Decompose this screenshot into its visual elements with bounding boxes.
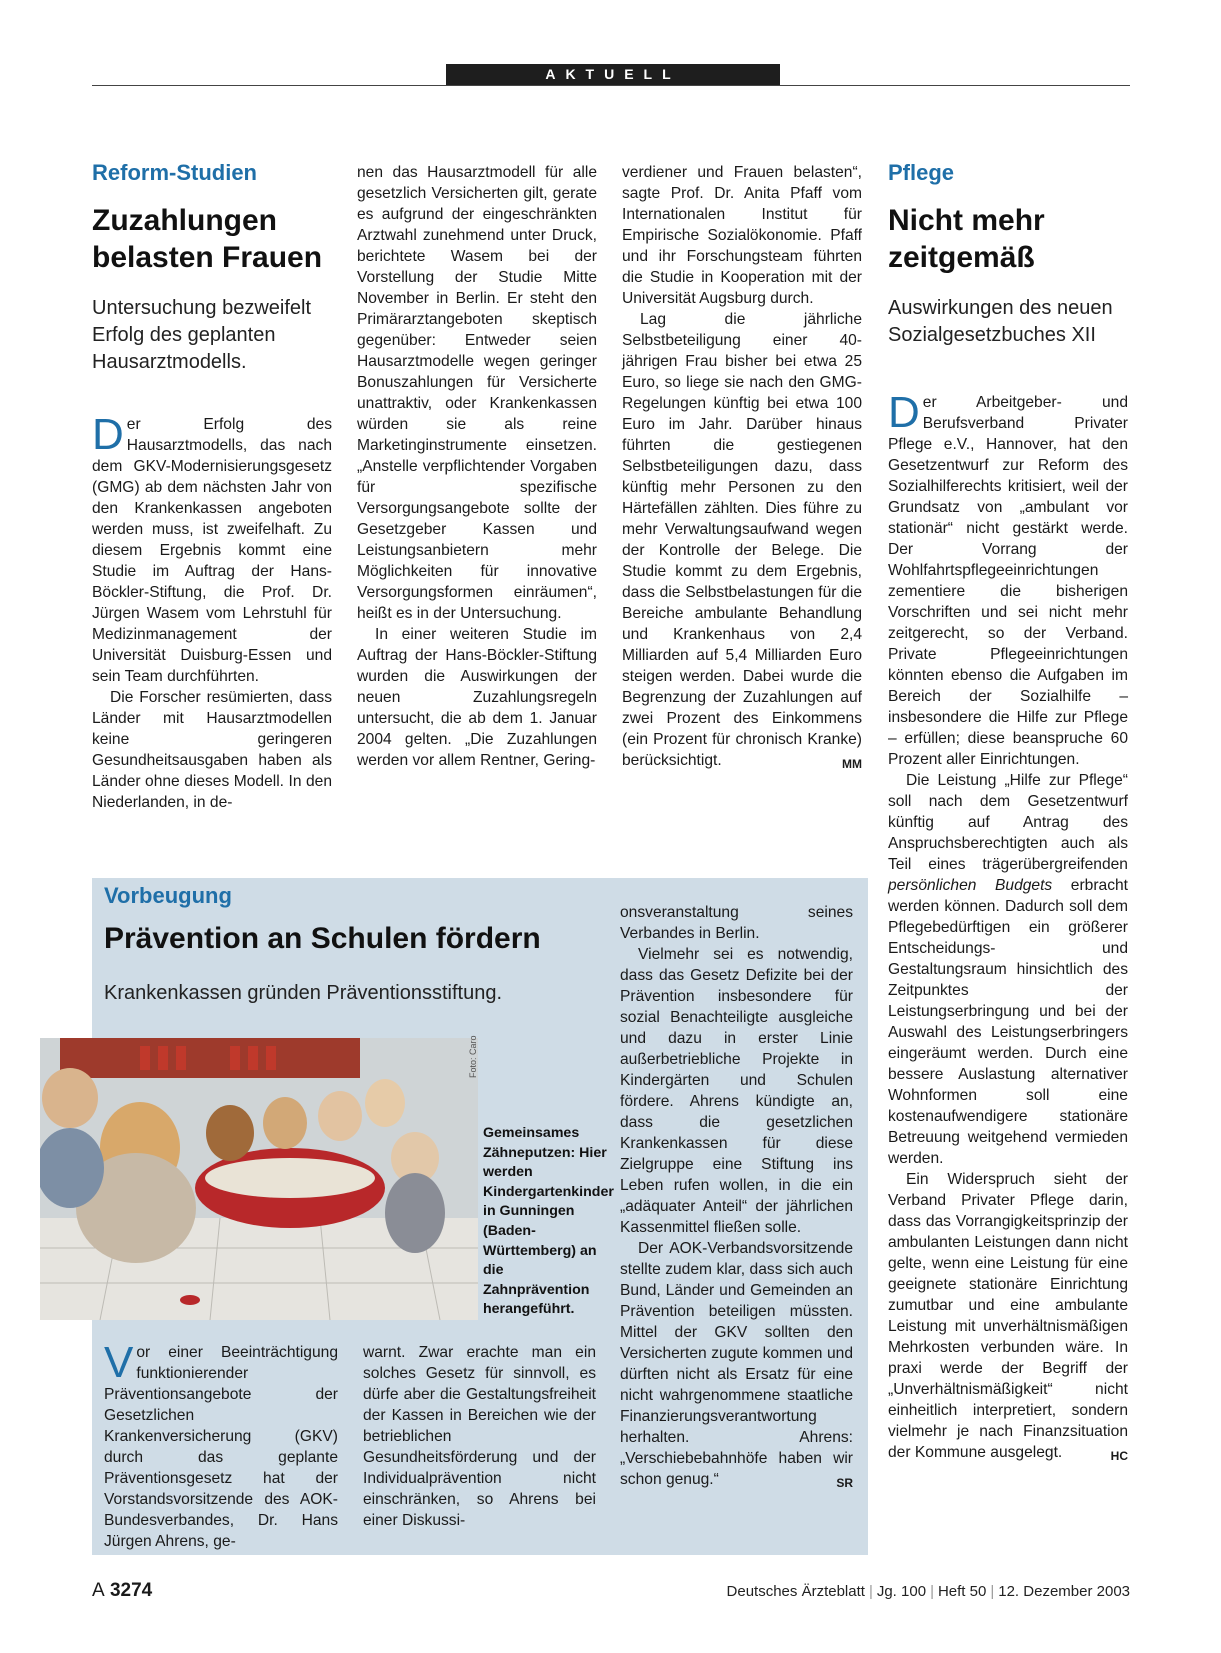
article2-paragraph2: Die Leistung „Hilfe zur Pflege“ soll nach dem Gesetzentwurf künftig auf Antrag des Anspruchsberechtigten auch als Teil eines trägerübergreifenden persönlichen Budgets erbracht werden können. Dadurch soll dem Pflegebedürftigen ein größerer Entscheidungs- und Gestaltungsraum hinsichtlich des Zeitpunktes der Leistungserbringung und bei der Auswahl des Leistungserbringers eingeräumt werden. Durch eine bessere Auslastung alternativer Wohnformen soll eine kostenaufwendigere stationäre Betreuung weitgehend vermieden werden. <box>888 772 1128 1167</box>
journal-volume: Jg. 100 <box>876 1583 927 1600</box>
dropcap: V <box>104 1338 134 1387</box>
photo-credit: Foto: Caro <box>468 1035 478 1078</box>
article3-col1-paragraph: Vor einer Beeinträchtigung funktionierender Präventionsangebote der Gesetzlichen Krankenversicherung (GKV) durch das geplante Präventionsgesetz hat der Vorstandsvorsitzende des AOK-Bundesverbandes, Dr. Hans Jürgen Ahrens, ge- <box>104 1338 338 1550</box>
article3-col3-paragraph2: Vielmehr sei es notwendig, dass das Gesetz Defizite bei der Prävention insbesondere für sozial Benachteiligte ausgleiche und dazu in erster Linie außerbetriebliche Projekte in Kindergärten und Schulen fördere. Ahrens kündigte an, dass die gesetzlichen Krankenkassen für diese Zielgruppe eine Stiftung ins Leben rufen wollen, in die ein „adäquater Anteil“ der jährlichen Kassenmittel fließen solle. <box>620 946 853 1236</box>
article1-column-2 <box>357 162 597 771</box>
article2-subhead: Auswirkungen des neuen Sozialgesetzbuches XII <box>888 297 1113 346</box>
article1-col2-paragraph2: In einer weiteren Studie im Auftrag der Hans-Böckler-Stiftung wurden die Auswirkungen der neuen Zuzahlungsregeln untersucht, die ab dem 1. Januar 2004 gelten. „Die Zuzahlungen werden vor allem Rentner, Gering- <box>357 626 597 769</box>
article2-kicker: Pflege <box>888 160 955 185</box>
article3-col2-paragraph: warnt. Zwar erachte man ein solches Gesetz für sinnvoll, es dürfe aber die Gestaltungsfreiheit der Kassen in Bereichen wie der betrieblichen Gesundheitsförderung und der Individualprävention nicht einschränken, so Ahrens bei einer Diskussi- <box>363 1344 596 1529</box>
article3-kicker: Vorbeugung <box>104 883 232 908</box>
header-rule <box>92 85 1130 86</box>
section-label: AKTUELL <box>446 64 780 85</box>
photo-caption: Gemeinsames Zähneputzen: Hier werden Kindergartenkinder in Gunningen (Baden-Württemberg) an die Zahnprävention herangeführt. <box>483 1125 614 1318</box>
article1-col3-paragraph1: verdiener und Frauen belasten“, sagte Prof. Dr. Anita Pfaff vom Internationalen Institut für Empirische Sozialökonomie. Pfaff und ihr Forschungsteam führten die Studie in Kooperation mit der Universität Augsburg durch. <box>622 164 862 307</box>
article3-signature: SR <box>836 1476 853 1490</box>
article2-column <box>888 388 1128 1467</box>
article2-headline-line1: Nicht mehr <box>888 204 1045 237</box>
dropcap: D <box>888 388 920 437</box>
article3-subhead: Krankenkassen gründen Präventionsstiftung. <box>104 982 503 1004</box>
journal-date: 12. Dezember 2003 <box>998 1583 1130 1600</box>
article2-paragraph3: Ein Widerspruch sieht der Verband Privater Pflege darin, dass das Vorrangigkeitsprinzip der ambulanten Leistungen dann nicht gelte, wenn eine Leistung für eine geeignete stationäre Einrichtung zumutbar und eine ambulante Leistung mit unverhältnismäßigen Mehrkosten verbunden wäre. In praxi werde der Begriff der „Unverhältnismäßigkeit“ nicht einheitlich interpretiert, sondern vielmehr je nach Finanzsituation der Kommune ausgelegt. HC <box>888 1169 1128 1463</box>
article3-col3-paragraph3: Der AOK-Verbandsvorsitzende stellte zudem klar, dass sich auch Bund, Länder und Gemeinden an Prävention beteiligen müssten. Mittel der GKV sollten den Versicherten zugute kommen und dürften nicht als Ersatz für eine nicht wahrgenommene staatliche Finanzierungsverantwortung herhalten. Ahrens: „Verschiebebahnhöfe haben wir schon genug.“ SR <box>620 1238 853 1490</box>
article3-column-3 <box>620 902 853 1494</box>
article1-headline <box>92 202 352 276</box>
article3-headline: Prävention an Schulen fördern <box>104 922 541 955</box>
journal-info: Deutsches Ärzteblatt | Jg. 100 | Heft 50 | 12. Dezember 2003 <box>726 1583 1130 1600</box>
article3-column-2 <box>363 1342 596 1531</box>
page-number-value: 3274 <box>109 1580 153 1601</box>
article1-column-1 <box>92 410 332 813</box>
article1-col1-paragraph1: Der Erfolg des Hausarztmodells, das nach dem GKV-Modernisierungsgesetz (GMG) ab dem nächsten Jahr von den Krankenkassen angeboten werden muss, ist zweifelhaft. Zu diesem Ergebnis kommt eine Studie im Auftrag der Hans-Böckler-Stiftung, die Prof. Dr. Jürgen Wasem vom Lehrstuhl für Medizinmanagement der Universität Duisburg-Essen und sein Team durchführten. <box>92 410 332 685</box>
article2-headline <box>888 202 1128 276</box>
article3-col3-paragraph1: onsveranstaltung seines Verbandes in Berlin. <box>620 904 853 942</box>
dropcap: D <box>92 410 124 459</box>
page-number <box>92 1580 152 1602</box>
article2-paragraph1: Der Arbeitgeber- und Berufsverband Privater Pflege e.V., Hannover, hat den Gesetzentwurf zur Reform des Sozialhilferechts kritisiert, weil der Grundsatz von „ambulant vor stationär“ nicht gestärkt werde. Der Vorrang der Wohlfahrtspflegeeinrichtungen zementiere die bisherigen Vorschriften und sei nicht mehr zeitgerecht, so der Verband. Private Pflegeeinrichtungen könnten ebenso die Aufgaben im Bereich der Sozialhilfe – insbesondere die Hilfe zur Pflege – erfüllen; diese beanspruche 60 Prozent aller Einrichtungen. <box>888 388 1128 768</box>
photo-illustration <box>40 1038 478 1320</box>
article1-col1-paragraph2: Die Forscher resümierten, dass Länder mit Hausarztmodellen keine geringeren Gesundheitsausgaben haben als Länder ohne dieses Modell. In den Niederlanden, in de- <box>92 689 332 811</box>
page-prefix: A <box>92 1580 105 1601</box>
article1-headline-line1: Zuzahlungen <box>92 204 277 237</box>
article1-kicker: Reform-Studien <box>92 160 257 185</box>
article1-headline-line2: belasten Frauen <box>92 241 323 274</box>
article1-col2-paragraph1: nen das Hausarztmodell für alle gesetzlich Versicherten gilt, gerate es aufgrund der eingeschränkten Arztwahl zunehmend unter Druck, berichtete Wasem bei der Vorstellung der Studie Mitte November in Berlin. Er steht den Primärarztangeboten skeptisch gegenüber: Entweder seien Hausarztmodelle wegen geringer Bonuszahlungen für Versicherte unattraktiv, oder Krankenkassen würden sie als reine Marketinginstrumente einsetzen. „Anstelle verpflichtender Vorgaben für spezifische Versorgungsangebote sollte der Gesetzgeber Kassen und Leistungsanbietern mehr Möglichkeiten für innovative Versorgungsformen einräumen“, heißt es in der Untersuchung. <box>357 164 597 622</box>
children-toothbrushing-photo <box>40 1038 478 1320</box>
article3-column-1 <box>104 1338 338 1552</box>
journal-name: Deutsches Ärzteblatt <box>726 1583 865 1600</box>
article2-headline-line2: zeitgemäß <box>888 241 1035 274</box>
article2-signature: HC <box>1110 1449 1128 1463</box>
journal-issue: Heft 50 <box>937 1583 987 1600</box>
article1-column-3 <box>622 162 862 775</box>
article1-subhead: Untersuchung bezweifelt Erfolg des geplanten Hausarztmodells. <box>92 297 312 373</box>
article1-col3-paragraph2: Lag die jährliche Selbstbeteiligung einer 40-jährigen Frau bisher bei etwa 25 Euro, so liege sie nach den GMG-Regelungen künftig bei etwa 100 Euro im Jahr. Darüber hinaus führten die gestiegenen Selbstbeteiligungen dazu, dass künftig mehr Personen zu den Härtefällen zählten. Dies führe zu mehr Verwaltungsaufwand wegen der Kontrolle der Belege. Die Studie kommt zu dem Ergebnis, dass die Selbstbelastungen für die Bereiche ambulante Behandlung und Krankenhaus von 2,4 Milliarden auf 5,4 Milliarden Euro steigen werden. Dabei wurde die Begrenzung der Zuzahlungen auf zwei Prozent des Einkommens (ein Prozent für chronisch Kranke) berücksichtigt. MM <box>622 309 862 771</box>
article1-signature: MM <box>842 757 862 771</box>
